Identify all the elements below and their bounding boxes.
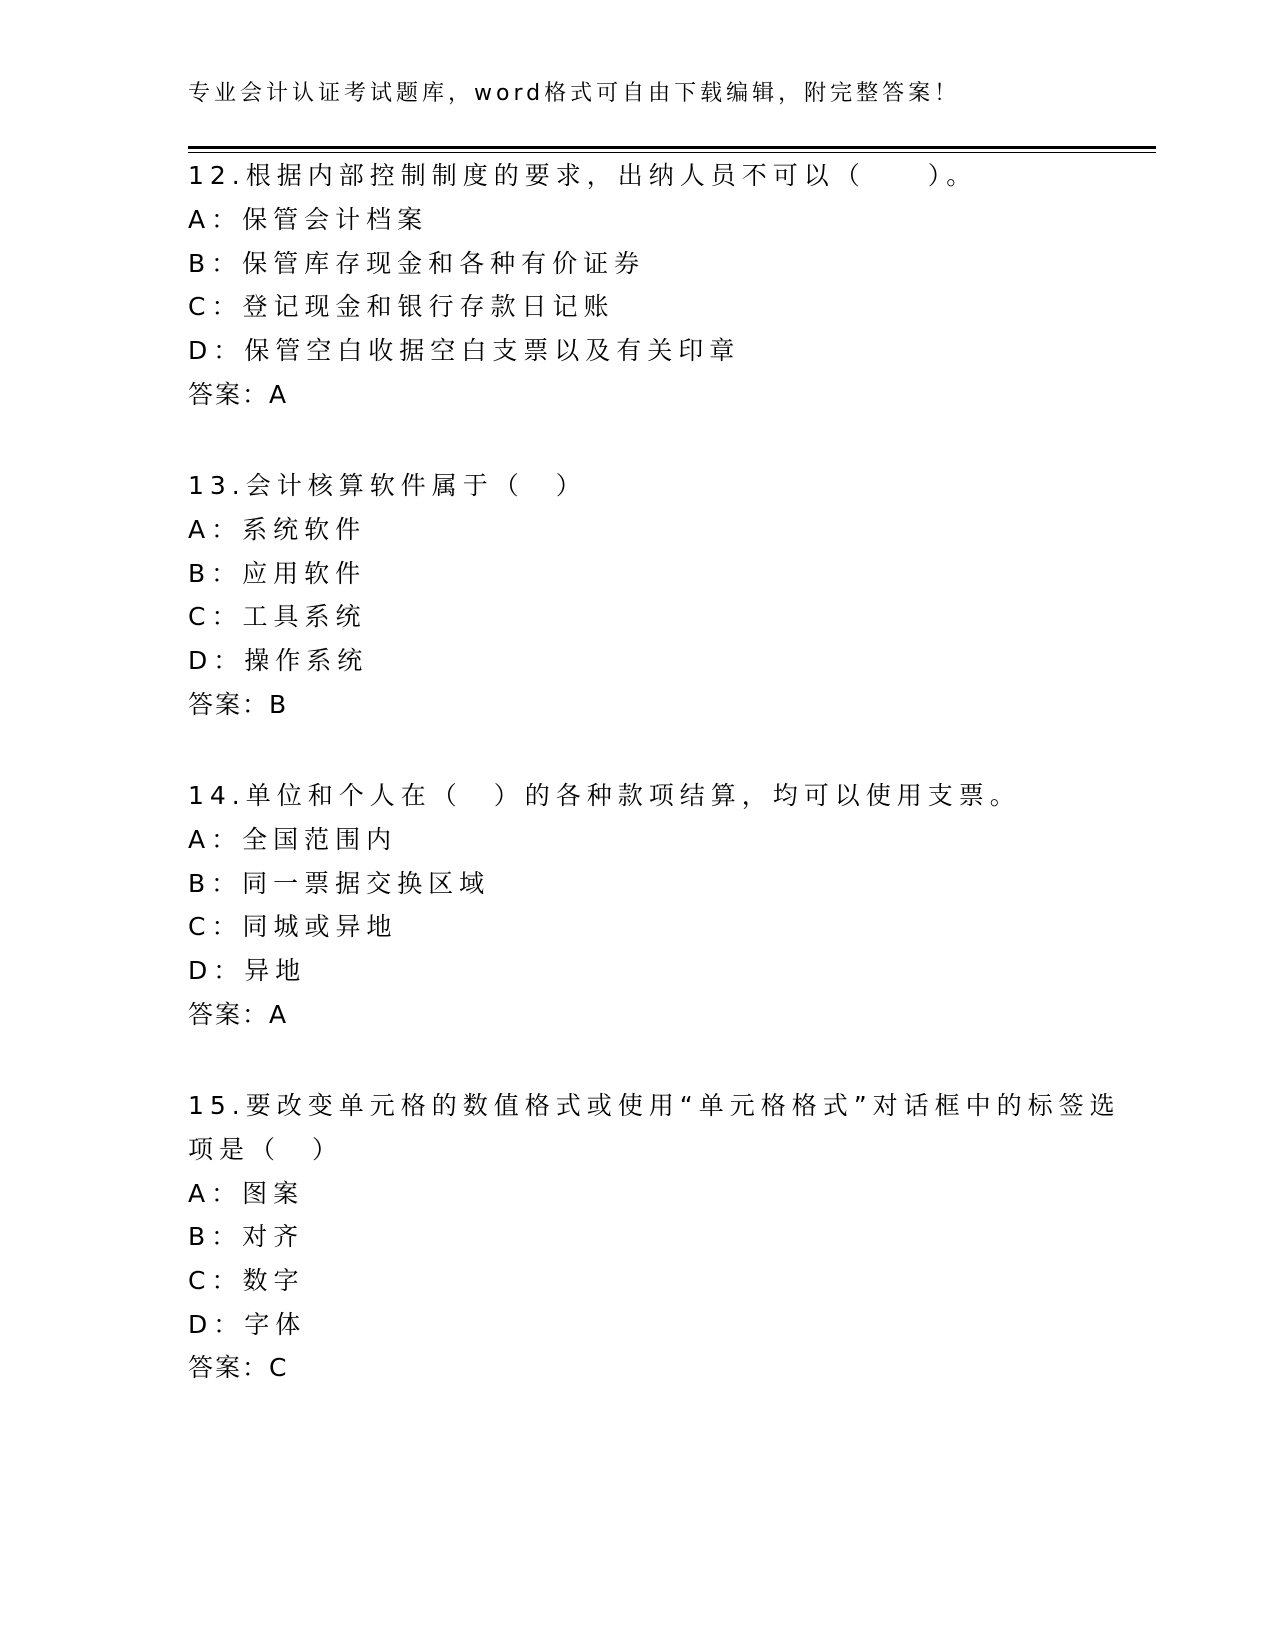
option-b: B：同一票据交换区域 — [188, 869, 491, 898]
option-c: C：登记现金和银行存款日记账 — [188, 292, 615, 321]
option-d: D：字体 — [188, 1310, 307, 1339]
option-b: B：对齐 — [188, 1222, 305, 1251]
header-rule-thin — [188, 152, 1156, 153]
option-b: B：保管库存现金和各种有价证券 — [188, 249, 646, 278]
option-a: A：图案 — [188, 1179, 305, 1208]
option-b: B：应用软件 — [188, 559, 367, 588]
question-stem-line-2: 项是（ ） — [188, 1135, 344, 1164]
answer: 答案：B — [188, 690, 289, 719]
question-stem-line-1: 15.要改变单元格的数值格式或使用“单元格格式”对话框中的标签选 — [188, 1091, 1121, 1120]
header-note: 专业会计认证考试题库，word格式可自由下载编辑，附完整答案！ — [188, 81, 961, 106]
option-d: D：操作系统 — [188, 646, 369, 675]
option-d: D：异地 — [188, 956, 307, 985]
option-a: A：保管会计档案 — [188, 205, 429, 234]
option-c: C：数字 — [188, 1266, 305, 1295]
question-stem: 14.单位和个人在（ ）的各种款项结算，均可以使用支票。 — [188, 781, 1021, 810]
option-c: C：同城或异地 — [188, 912, 398, 941]
option-c: C：工具系统 — [188, 602, 367, 631]
option-a: A：全国范围内 — [188, 825, 398, 854]
answer: 答案：C — [188, 1353, 289, 1382]
option-d: D：保管空白收据空白支票以及有关印章 — [188, 336, 741, 365]
question-stem: 13.会计核算软件属于（ ） — [188, 471, 587, 500]
header-rule-thick — [188, 146, 1156, 149]
option-a: A：系统软件 — [188, 515, 367, 544]
question-stem: 12.根据内部控制制度的要求，出纳人员不可以（ ）。 — [188, 161, 978, 190]
answer: 答案：A — [188, 380, 289, 409]
answer: 答案：A — [188, 1000, 289, 1029]
